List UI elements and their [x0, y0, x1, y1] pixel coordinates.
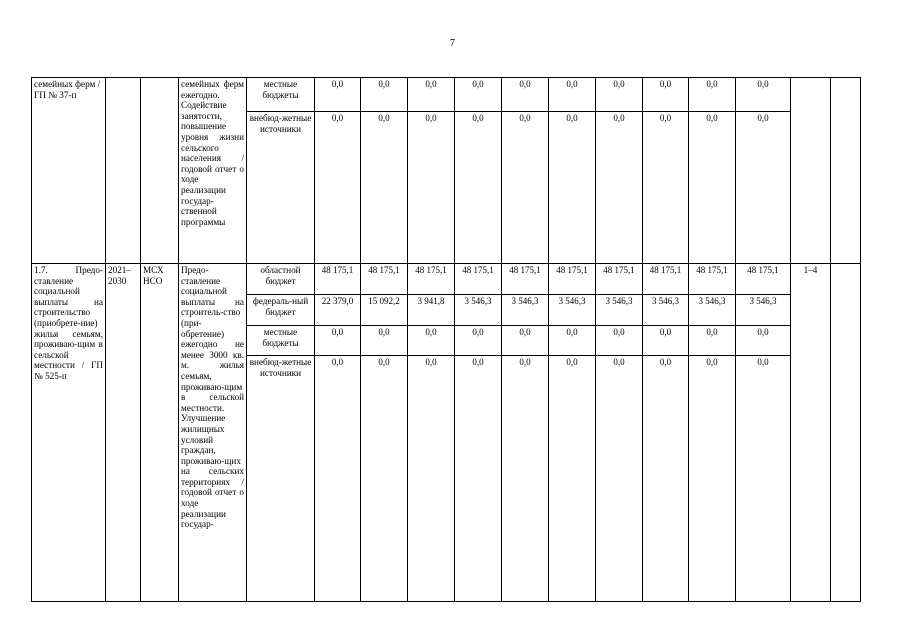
note-cell	[831, 264, 861, 602]
value-cell: 0,0	[736, 356, 791, 602]
funding-source-cell: местные бюджеты	[247, 78, 315, 112]
value-cell: 0,0	[315, 356, 361, 602]
value-cell: 0,0	[361, 112, 408, 264]
value-cell: 48 175,1	[315, 264, 361, 295]
funding-source-cell: местные бюджеты	[247, 326, 315, 356]
executor-cell	[141, 78, 179, 264]
value-cell: 3 546,3	[643, 295, 689, 326]
value-cell: 0,0	[549, 112, 596, 264]
value-cell: 48 175,1	[502, 264, 549, 295]
value-cell: 48 175,1	[689, 264, 736, 295]
value-cell: 0,0	[643, 326, 689, 356]
value-cell: 22 379,0	[315, 295, 361, 326]
note-cell	[831, 78, 861, 264]
funding-source-cell: областной бюджет	[247, 264, 315, 295]
value-cell: 0,0	[455, 78, 502, 112]
value-cell: 0,0	[502, 356, 549, 602]
value-cell: 0,0	[596, 326, 643, 356]
value-cell: 0,0	[736, 78, 791, 112]
value-cell: 48 175,1	[736, 264, 791, 295]
value-cell: 0,0	[689, 356, 736, 602]
value-cell: 0,0	[689, 326, 736, 356]
program-table	[31, 77, 861, 602]
value-cell: 0,0	[408, 78, 455, 112]
value-cell: 0,0	[549, 78, 596, 112]
value-cell: 48 175,1	[408, 264, 455, 295]
value-cell: 0,0	[689, 78, 736, 112]
funding-source-cell: внебюд-жетные источники	[247, 112, 315, 264]
value-cell: 0,0	[502, 78, 549, 112]
table-row	[32, 264, 861, 295]
activity-name-cell: 1.7. Предо-ставление социальной выплаты на строительство (приобрете-ние) жилья семьям, проживаю-щим в сельской местности / ГП № 525-п	[32, 264, 106, 602]
page-number: 7	[450, 38, 455, 49]
expected-result-cell: Предо-ставление социальной выплаты на строитель-ство (при-обретение) ежегодно не менее 3000 кв. м. жилья семьям, проживаю-щим в сельской местности. Улучшение жилищных условий граждан, проживаю-щих на сельских территориях / годовой отчет о ходе реализации государ-	[179, 264, 247, 602]
value-cell: 3 546,3	[549, 295, 596, 326]
executor-cell: МСХ НСО	[141, 264, 179, 602]
table-row	[32, 78, 861, 112]
value-cell: 0,0	[689, 112, 736, 264]
value-cell: 3 546,3	[455, 295, 502, 326]
value-cell: 0,0	[596, 112, 643, 264]
value-cell: 0,0	[361, 326, 408, 356]
period-cell	[106, 78, 141, 264]
value-cell: 0,0	[315, 78, 361, 112]
value-cell: 3 546,3	[596, 295, 643, 326]
value-cell: 3 941,8	[408, 295, 455, 326]
value-cell: 3 546,3	[689, 295, 736, 326]
value-cell: 0,0	[643, 112, 689, 264]
value-cell: 0,0	[596, 78, 643, 112]
period-cell: 2021–2030	[106, 264, 141, 602]
value-cell: 48 175,1	[596, 264, 643, 295]
value-cell: 0,0	[361, 356, 408, 602]
value-cell: 0,0	[596, 356, 643, 602]
value-cell: 48 175,1	[643, 264, 689, 295]
indicator-cell: 1–4	[791, 264, 831, 602]
value-cell: 48 175,1	[361, 264, 408, 295]
value-cell: 0,0	[643, 78, 689, 112]
funding-source-cell: федераль-ный бюджет	[247, 295, 315, 326]
value-cell: 0,0	[736, 326, 791, 356]
value-cell: 0,0	[502, 112, 549, 264]
activity-name-cell: семейных ферм / ГП № 37-п	[32, 78, 106, 264]
value-cell: 0,0	[736, 112, 791, 264]
value-cell: 0,0	[643, 356, 689, 602]
value-cell: 0,0	[408, 112, 455, 264]
value-cell: 0,0	[361, 78, 408, 112]
value-cell: 0,0	[315, 326, 361, 356]
value-cell: 0,0	[549, 326, 596, 356]
value-cell: 0,0	[455, 356, 502, 602]
value-cell: 3 546,3	[502, 295, 549, 326]
value-cell: 0,0	[408, 356, 455, 602]
value-cell: 0,0	[549, 356, 596, 602]
value-cell: 0,0	[408, 326, 455, 356]
value-cell: 3 546,3	[736, 295, 791, 326]
value-cell: 0,0	[502, 326, 549, 356]
indicator-cell	[791, 78, 831, 264]
value-cell: 48 175,1	[455, 264, 502, 295]
value-cell: 48 175,1	[549, 264, 596, 295]
value-cell: 0,0	[455, 326, 502, 356]
funding-source-cell: внебюд-жетные источники	[247, 356, 315, 602]
value-cell: 0,0	[315, 112, 361, 264]
expected-result-cell: семейных ферм ежегодно. Содействие занятости, повышение уровня жизни сельского населения / годовой отчет о ходе реализации государ-ственной программы	[179, 78, 247, 264]
value-cell: 0,0	[455, 112, 502, 264]
value-cell: 15 092,2	[361, 295, 408, 326]
